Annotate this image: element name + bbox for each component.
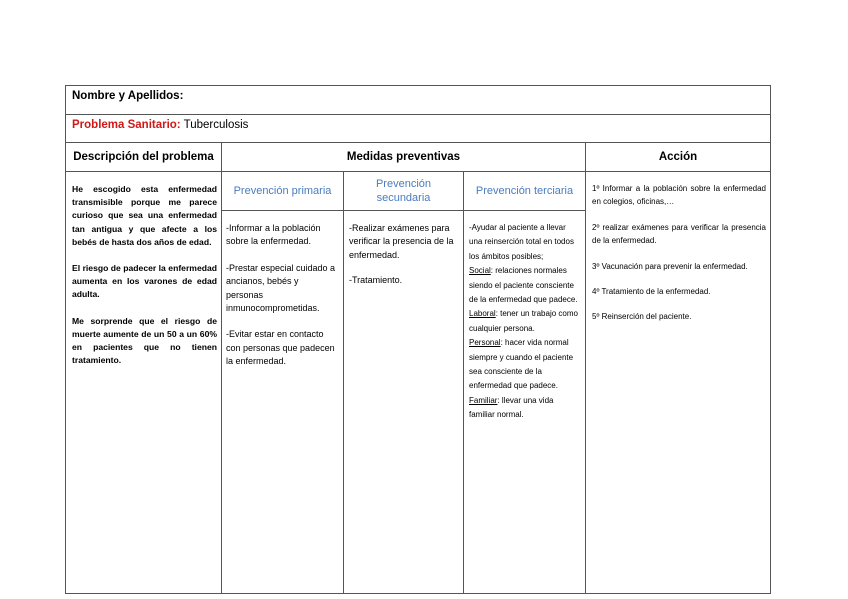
primary-item: -Evitar estar en contacto con personas que padecen la enfermedad. [226,329,335,367]
sub-tertiary-header: Prevención terciaria [475,184,574,197]
personal-text: : hacer vida normal siempre y cuando el paciente sea consciente de la enfermedad que padece. [469,338,574,391]
sub-primary-header: Prevención primaria [233,184,332,197]
primary-item: -Informar a la población sobre la enfermedad. [226,223,321,247]
main-grid [65,142,771,594]
description-paragraph: He escogido esta enfermedad transmisible porque me parece curioso que sea una enfermedad tan antigua y que afecte a los bebés de hasta dos años de edad. [72,184,217,247]
divider [343,171,344,593]
laboral-text: : tener un trabajo como cualquier persona. [469,309,578,333]
description-cell [72,183,217,380]
secondary-item: -Realizar exámenes para verificar la presencia de la enfermedad. [349,223,454,260]
action-item: 3º Vacunación para prevenir la enfermedad. [592,261,748,271]
tertiary-intro: -Ayudar al paciente a llevar una reinserción total en todos los ámbitos posibles; [469,223,574,261]
action-cell [592,182,766,336]
description-paragraph: El riesgo de padecer la enfermedad aumenta en los varones de edad adulta. [72,263,217,300]
action-item: 4º Tratamiento de la enfermedad. [592,287,711,297]
problem-row [65,114,771,143]
description-paragraph: Me sorprende que el riesgo de muerte aumente de un 50 a un 60% en pacientes que no tienen tratamiento. [72,315,217,366]
problem-value: Tuberculosis [183,119,249,131]
sub-secondary-header: Prevención secundaria [375,177,432,204]
personal-label: Personal [469,338,501,348]
divider [585,143,586,593]
tertiary-familiar [469,394,581,423]
familiar-text: : llevar una vida familiar normal. [469,395,554,420]
action-item: 2º realizar exámenes para verificar la presencia de la enfermedad. [592,222,766,246]
primary-item: -Prestar especial cuidado a ancianos, bebés y personas inmunocomprometidas. [226,262,336,314]
name-label: Nombre y Apellidos: [72,90,184,102]
tertiary-personal [469,336,581,394]
problem-label: Problema Sanitario: [72,119,181,131]
familiar-label: Familiar [469,395,498,405]
col-action-header: Acción [658,151,698,163]
divider [221,210,585,211]
col-measures-header: Medidas preventivas [346,151,461,163]
primary-cell [226,222,338,382]
laboral-label: Laboral [469,309,496,319]
tertiary-social [469,264,581,307]
problem-text [72,119,248,131]
name-row [65,85,771,115]
social-text: : relaciones normales siendo el paciente consciente de la enfermedad que padece. [469,266,578,305]
divider [463,171,464,593]
secondary-item: -Tratamiento. [349,275,403,286]
action-item: 1º Informar a la población sobre la enfermedad en colegios, oficinas,… [592,184,766,207]
action-item: 5º Reinserción del paciente. [592,312,692,322]
social-label: Social [469,266,491,276]
secondary-cell [349,222,463,300]
tertiary-cell [469,221,581,423]
col-description-header: Descripción del problema [73,151,214,163]
tertiary-laboral [469,307,581,336]
